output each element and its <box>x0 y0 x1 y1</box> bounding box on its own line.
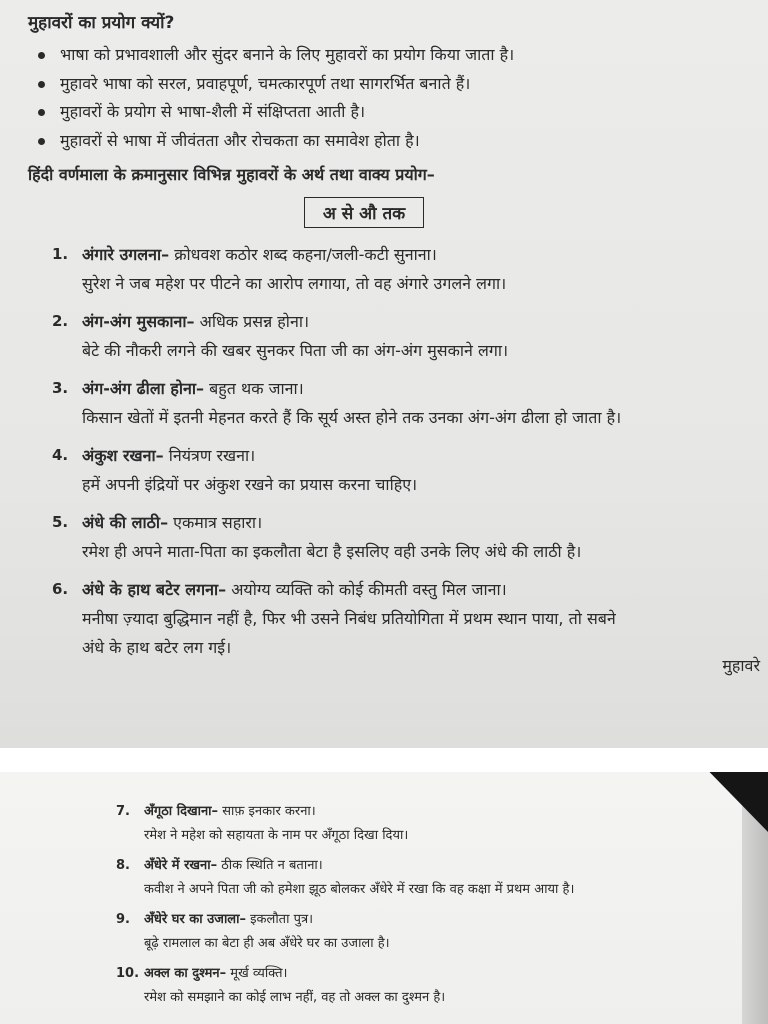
entry-number: 6. <box>52 580 69 598</box>
entry-definition <box>82 575 760 604</box>
entry-number: 9. <box>116 912 130 927</box>
idiom-entry-10 <box>116 962 760 1010</box>
idiom-entry-2 <box>28 307 760 365</box>
idiom-entry-4 <box>28 441 760 499</box>
idiom-meaning: क्रोधवश कठोर शब्द कहना/जली-कटी सुनाना। <box>169 245 437 264</box>
entry-number: 4. <box>52 446 69 464</box>
idiom-example-continued: अंधे के हाथ बटेर लग गई। <box>82 638 232 657</box>
idiom-example: सुरेश ने जब महेश पर पीटने का आरोप लगाया, तो वह अंगारे उगलने लगा। <box>82 274 507 293</box>
idiom-term: अँधेरे में रखना– <box>144 858 218 873</box>
entry-number: 1. <box>52 245 69 263</box>
idioms-subheading: हिंदी वर्णमाला के क्रमानुसार विभिन्न मुहावरों के अर्थ तथा वाक्य प्रयोग– <box>28 165 435 184</box>
entry-number: 3. <box>52 379 69 397</box>
idiom-meaning: मूर्ख व्यक्ति। <box>226 966 288 981</box>
reason-item <box>60 127 760 156</box>
idiom-example: रमेश ने महेश को सहायता के नाम पर अँगूठा दिखा दिया। <box>144 828 409 843</box>
idiom-entry-1 <box>28 240 760 298</box>
idiom-example: बूढ़े रामलाल का बेटा ही अब अँधेरे घर का उजाला है। <box>144 936 390 951</box>
idiom-entry-5 <box>28 508 760 566</box>
entry-definition <box>144 800 760 824</box>
idiom-term: अँधेरे घर का उजाला– <box>144 912 246 927</box>
idiom-term: अंग-अंग मुसकाना– <box>82 312 195 331</box>
entry-number: 2. <box>52 312 69 330</box>
idiom-meaning: बहुत थक जाना। <box>204 379 304 398</box>
idiom-meaning: नियंत्रण रखना। <box>163 446 256 465</box>
idiom-meaning: अधिक प्रसन्न होना। <box>194 312 310 331</box>
entry-definition <box>82 307 760 336</box>
idiom-example: मनीषा ज़्यादा बुद्धिमान नहीं है, फिर भी उसने निबंध प्रतियोगिता में प्रथम स्थान पाया, तो सबने <box>82 609 616 628</box>
reason-text: मुहावरे भाषा को सरल, प्रवाहपूर्ण, चमत्कारपूर्ण तथा सागरर्भित बनाते हैं। <box>60 73 471 93</box>
bullet-icon <box>38 109 45 116</box>
idiom-example: रमेश को समझाने का कोई लाभ नहीं, वह तो अक्ल का दुश्मन है। <box>144 990 446 1005</box>
reason-text: मुहावरों से भाषा में जीवंतता और रोचकता का समावेश होता है। <box>60 130 420 150</box>
idiom-entry-9 <box>116 908 760 956</box>
idiom-meaning: एकमात्र सहारा। <box>168 513 263 532</box>
reason-text: मुहावरों के प्रयोग से भाषा-शैली में संक्षिप्तता आती है। <box>60 102 366 121</box>
reason-item <box>60 41 760 70</box>
entry-number: 8. <box>116 858 130 873</box>
idiom-meaning: ठीक स्थिति न बताना। <box>217 858 323 873</box>
entry-number: 10. <box>116 966 140 981</box>
reasons-list <box>28 41 760 155</box>
idiom-entry-7 <box>116 800 760 848</box>
idiom-entry-3 <box>28 374 760 432</box>
entry-number: 5. <box>52 513 69 531</box>
idiom-term: अक्ल का दुश्मन– <box>144 966 227 981</box>
idiom-term: अंकुश रखना– <box>82 446 164 465</box>
idiom-example: कवीश ने अपने पिता जी को हमेशा झूठ बोलकर अँधेरे में रखा कि वह कक्षा में प्रथम आया है। <box>144 882 575 897</box>
entry-definition <box>144 908 760 932</box>
idiom-term: अंग-अंग ढीला होना– <box>82 379 205 398</box>
idiom-meaning: अयोग्य व्यक्ति को कोई कीमती वस्तु मिल जाना। <box>226 580 507 599</box>
bullet-icon <box>38 52 45 59</box>
book-page-bottom <box>0 772 768 1024</box>
idiom-term: अंधे की लाठी– <box>82 513 169 532</box>
idiom-term: अंधे के हाथ बटेर लगना– <box>82 580 227 599</box>
idiom-term: अंगारे उगलना– <box>82 245 170 264</box>
bullet-icon <box>38 138 45 145</box>
reason-item <box>60 98 760 127</box>
entry-definition <box>82 508 760 537</box>
idiom-entry-8 <box>116 854 760 902</box>
entry-definition <box>144 854 760 878</box>
page-footer-label: मुहावरे <box>722 656 760 675</box>
idiom-example: बेटे की नौकरी लगने की खबर सुनकर पिता जी का अंग-अंग मुसकाने लगा। <box>82 341 509 360</box>
entry-definition <box>82 240 760 269</box>
idiom-example: किसान खेतों में इतनी मेहनत करते हैं कि सूर्य अस्त होने तक उनका अंग-अंग ढीला हो जाता है। <box>82 408 622 427</box>
idiom-example: हमें अपनी इंद्रियों पर अंकुश रखने का प्रयास करना चाहिए। <box>82 475 418 494</box>
idiom-entry-6 <box>28 575 760 662</box>
idiom-meaning: साफ़ इनकार करना। <box>218 804 316 819</box>
entry-definition <box>82 441 760 470</box>
reason-item <box>60 70 760 99</box>
entry-definition <box>144 962 760 986</box>
idiom-meaning: इकलौता पुत्र। <box>246 912 314 927</box>
reason-text: भाषा को प्रभावशाली और सुंदर बनाने के लिए मुहावरों का प्रयोग किया जाता है। <box>60 45 515 64</box>
photo-gap <box>0 748 768 772</box>
idiom-example: रमेश ही अपने माता-पिता का इकलौता बेटा है इसलिए वही उनके लिए अंधे की लाठी है। <box>82 542 582 561</box>
entry-number: 7. <box>116 804 130 819</box>
bullet-icon <box>38 81 45 88</box>
section-box-wrapper <box>28 197 760 228</box>
entry-definition <box>82 374 760 403</box>
section-box-label: अ से औ तक <box>304 197 424 228</box>
section-heading: मुहावरों का प्रयोग क्यों? <box>28 13 175 33</box>
idiom-term: अँगूठा दिखाना– <box>144 804 219 819</box>
